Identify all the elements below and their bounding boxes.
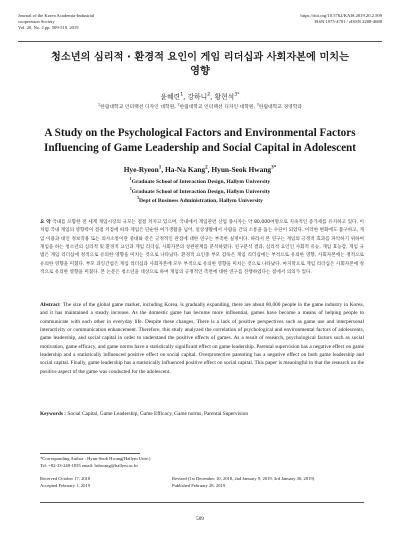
korean-abstract (40, 219, 364, 277)
korean-title-line2: 영향 (190, 66, 210, 77)
page-number: 509 (196, 516, 204, 522)
journal-name-line1: Journal of the Korea Academia-Industrial (18, 13, 95, 18)
doi-header (182, 13, 382, 25)
english-author: Ha-Na Kang$^2$ (165, 164, 208, 174)
english-affiliation: $^2$Graduate School of Interaction Design, Hallym University (129, 186, 271, 195)
revised-date: Revised (1st December 10, 2018, 2nd January 9, 2019, 3rd January 30, 2019) (172, 476, 315, 481)
footer-rule (40, 502, 364, 503)
footnote-rule (40, 453, 140, 454)
english-title (30, 126, 370, 156)
korean-abstract-label: 요 약 (40, 220, 51, 225)
korean-authors: 윤혜련$^1$, 강하니$^2$, 황현석$^{3*}$ (160, 92, 240, 101)
korean-affiliations: $^1$한림대학교 인터랙션 디자인 대학원, $^2$한림대학교 인터랙션 디자인 대학원, $^3$한림대학교 경영학과 (98, 102, 302, 110)
english-authors: Hye-Ryeon$^1$, Ha-Na Kang$^2$, Hyun-Seok Hwang$^{3*}$ (123, 164, 277, 174)
korean-title (30, 51, 370, 79)
english-author: Hye-Ryeon$^1$ (123, 164, 162, 174)
english-abstract-label: Abstract (40, 302, 60, 308)
received-date: Received October 17, 2018 (40, 476, 91, 481)
korean-author: 윤혜련$^1$ (160, 92, 184, 101)
doi-link[interactable]: https://doi.org/10.5762/KAIS.2019.20.2.509 (300, 13, 382, 18)
keywords (40, 410, 364, 418)
issn: ISSN 1975-4701 / eISSN 2288-4688 (314, 19, 382, 25)
published-date: Published February 28, 2019 (172, 483, 226, 488)
journal-header (18, 13, 208, 32)
english-abstract (40, 301, 364, 376)
journal-name-line2: cooperation Society (18, 19, 55, 25)
keywords-label: Keywords : (40, 411, 67, 417)
korean-abstract-text: 국내를 포함한 전 세계 게임시장의 규모는 점점 커지고 있으며, 국내에서 게임관련 산업 종사자는 약 80,000여명으로 지속적인 증가세를 유지하고 있다. 이처럼 국내 게임의 영향력이 점점 커짐에 따라 게임은 단순한 여가생활을 넘어, 일상생활에서 사람들 간의 소통을 돕는 수단이 되었다. 이러한 변화에도 불구하고, 게임 이용과 대인 정보작용 또는 의사소통이란 중대와 같은 긍정적인 관점에 대한 연구는 부족한 실정이다. 따라서 본 연구는 게임의 긍정적 효과를 파악하기 위하여 게임을 하는 청소년의 심리적 및 환경적 요인과 게임 리더십, 사회자본의 상관관계를 분석하였다. 연구분석 결과, 심리적 요인인 사회적 유능, 게임 효능감, 게임 규범은 게임 리더십에 정적으로 유의한 영향을 미치는 것으로 나타났다. 환경적 요인중 부모 감독은 게임 리더십에는 부적으로 유의한 영향, 사회자본에는 정적으로 유의한 영향을 미쳤다. 부모 과잉간섭은 게임 리더십과 사회자본에 모두 부적으로 유의한 영향을 미치는 것으로 나타났다. 마지막으로 게임 리더십은 사회자본에 정적으로 유의한 영향을 미쳤다. 본 논문은 청소년을 대상으로 하여 게임의 긍정적인 측면에 대한 연구를 진행하였다는 점에서 의의가 있다. (40, 220, 364, 276)
header-rule (18, 41, 382, 42)
english-affiliation: $^3$Dept of Business Administration, Hallym University (137, 196, 263, 205)
keywords-text: Social Capital, Game Leadership, Game Efficacy, Game norms, Parental Supervision (67, 411, 249, 417)
korean-affiliation: 한림대학교 경영학과 (258, 105, 302, 110)
korean-title-line1: 청소년의 심리적 · 환경적 요인이 게임 리더십과 사회자본에 미치는 (51, 52, 349, 63)
corresponding-author-name: *Corresponding Author : Hyun-Seok Hwang(Hallym Univ.) (40, 456, 151, 461)
english-affiliations (30, 178, 370, 207)
corresponding-author (40, 456, 240, 469)
english-author: Hyun-Seok Hwang$^{3*}$ (211, 164, 277, 174)
english-affiliation: $^1$Graduate School of Interaction Design, Hallym University (129, 177, 271, 185)
accepted-date: Accepted February 1, 2019 (40, 483, 91, 488)
korean-affiliation: 한림대학교 인터랙션 디자인 대학원 (100, 105, 175, 110)
korean-author: 강하니$^2$ (187, 92, 211, 101)
english-title-line2: Influencing of Game Leadership and Social Capital in Adolescent (43, 142, 357, 154)
english-abstract-text: The size of the global game market, including Korea, is gradually expanding, there are about 80,000 people in the game industry in Korea, and it has maintained a steady increase. As the domestic game has become more influential, games have become a means of helping people to communicate with each other in everyday life. Despite these changes, There is a lack of positive perspectives such as game use and interpersonal interactivity or communication enhancement. Therefore, this study analyzed the correlation of psychological and environmental factors of adolescents, game leadership, and social capital in order to understand the positive effects of games. As a result of research, psychological factors such as social motivation, game efficacy, and game norms have a statistically significant effect on game leadership. Parental supervision has a negative effect on game leadership and a statistically influenced positive effect on social capital. Overprotective parenting has a negative effect on both game leadership and social capital. Finally, game leadership has a statistically influenced positive effect on social capital. This paper is meaningful in that the research on the positive aspect of the game was conducted for the adolescent. (40, 302, 364, 375)
english-title-line1: A Study on the Psychological Factors and Environmental Factors (44, 127, 356, 139)
corresponding-author-contact: Tel: +82-33-248-1835 email: hshwang@hallym.ac.kr (40, 462, 138, 468)
korean-affiliation: 한림대학교 인터랙션 디자인 대학원 (179, 105, 254, 110)
journal-volume: Vol. 20, No. 2 pp. 509-519, 2019 (18, 25, 79, 31)
korean-author: 황현석$^{3*}$ (214, 92, 240, 101)
